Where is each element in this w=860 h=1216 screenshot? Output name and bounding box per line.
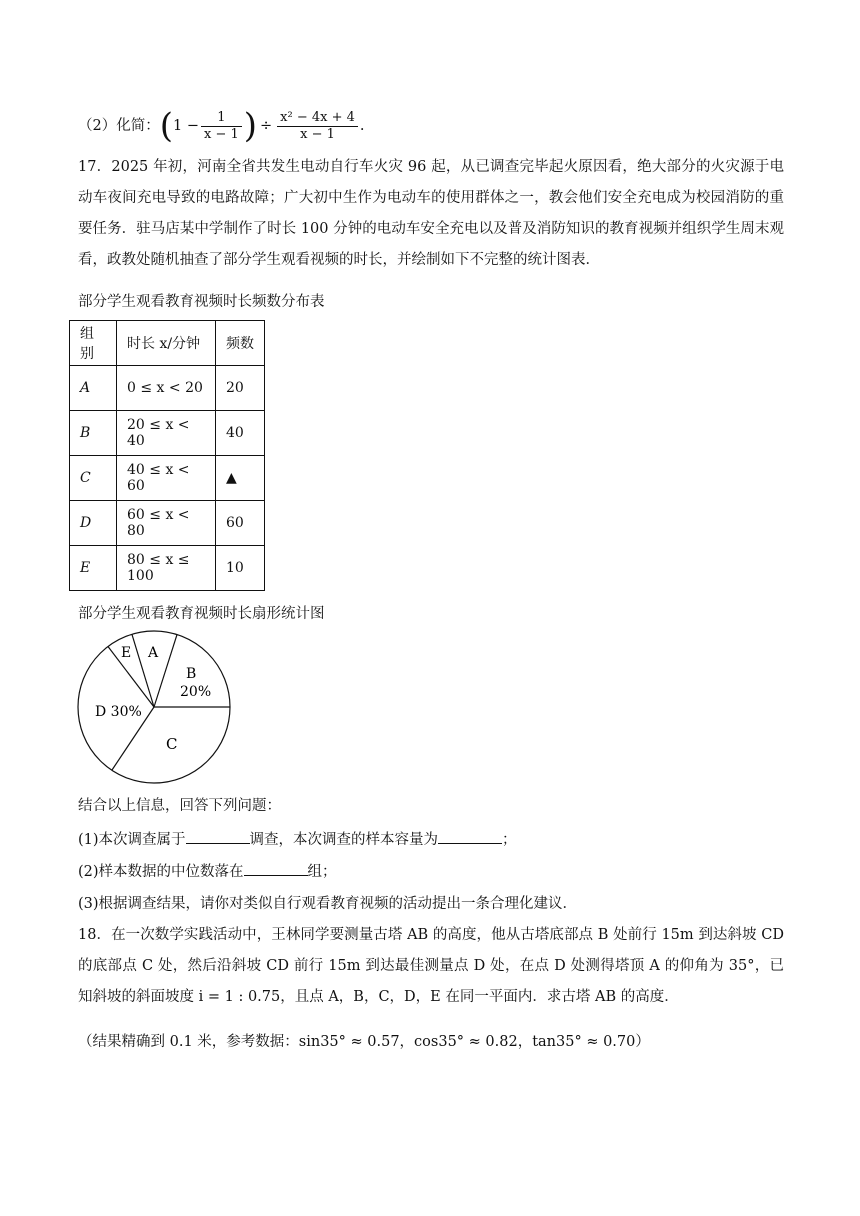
cell-range: 60 ≤ x < 80 [117, 501, 216, 546]
table-row [70, 456, 265, 501]
q17-sub1: (1)本次调查属于 调查，本次调查的样本容量为 ； [78, 828, 517, 849]
q16-fraction-1: $\frac{1}{x - 1}$ [201, 110, 242, 143]
cell-freq: 40 [216, 411, 265, 456]
pie-label-e: E [121, 645, 132, 661]
pie-title: 部分学生观看教育视频时长扇形统计图 [78, 606, 325, 622]
cell-group: A [70, 366, 117, 411]
cell-range: 20 ≤ x < 40 [117, 411, 216, 456]
cell-range: 40 ≤ x < 60 [117, 456, 216, 501]
q17-sub3: (3)根据调查结果，请你对类似自行观看教育视频的活动提出一条合理化建议． [78, 896, 578, 912]
q16-fraction-2: $\frac{\text{x² − 4x + 4}}{x - 1}$ [277, 110, 358, 143]
table-header-row [70, 321, 265, 366]
q17-intro: 17．2025 年初，河南全省共发生电动自行车火灾 96 起，从已调查完毕起火原因看，绝大部分的火灾源于电动车夜间充电导致的电路故障；广大初中生作为电动车的使用群体之一，教会他们安全充电成为校园消防的重要任务．驻马店某中学制作了时长 100 分钟的电动车安全充电以及普及消防知识的教育视频并组织学生周末观看，政教处随机抽查了部分学生观看视频的时长，并绘制如下不完整的统计图表． [78, 159, 784, 268]
frequency-table [69, 320, 265, 591]
cell-freq: 10 [216, 546, 265, 591]
answer-blank [244, 861, 308, 876]
q16-part2: （2）化简：(1 − $\frac{1}{x - 1}$ ) ÷ $\frac{\text{x² − 4x + 4}}{x - 1}$ . [78, 106, 365, 146]
q16-label: （2）化简： [78, 118, 160, 134]
table-row [70, 546, 265, 591]
cell-group: C [70, 456, 117, 501]
pie-label-a: A [148, 645, 159, 661]
q17-sub2: (2)样本数据的中位数落在 组； [78, 860, 337, 881]
q17-lead: 结合以上信息，回答下列问题： [78, 798, 281, 814]
cell-range: 80 ≤ x ≤ 100 [117, 546, 216, 591]
header-group: 组别 [70, 321, 117, 366]
answer-blank [186, 829, 250, 844]
cell-group: D [70, 501, 117, 546]
table-row [70, 366, 265, 411]
q16-div-sign: ÷ [260, 118, 273, 134]
header-frequency: 频数 [216, 321, 265, 366]
q18-text: 18．在一次数学实践活动中，王林同学要测量古塔 AB 的高度，他从古塔底部点 B 处前行 15m 到达斜坡 CD 的底部点 C 处，然后沿斜坡 CD 前行 15m 到达最佳测量点 D 处，在点 D 处测得塔顶 A 的仰角为 35°，已知斜坡的斜面坡度 i = 1 : 0.75，且点 A，B，C，D，E 在同一平面内．求古塔 AB 的高度． [78, 927, 784, 1005]
pie-chart [70, 625, 240, 785]
table-title: 部分学生观看教育视频时长频数分布表 [78, 294, 325, 310]
pie-label-b-pct: 20% [180, 684, 212, 700]
cell-freq: 20 [216, 366, 265, 411]
pie-label-c: C [166, 735, 178, 753]
header-duration: 时长 x/分钟 [117, 321, 216, 366]
table-row [70, 411, 265, 456]
table-row [70, 501, 265, 546]
cell-group: B [70, 411, 117, 456]
q16-expr-open: 1 − [173, 118, 199, 134]
cell-range: 0 ≤ x < 20 [117, 366, 216, 411]
pie-label-d: D 30% [95, 704, 142, 720]
cell-group: E [70, 546, 117, 591]
cell-freq: 60 [216, 501, 265, 546]
answer-blank [438, 829, 502, 844]
cell-freq: ▲ [216, 456, 265, 501]
q18-note: （结果精确到 0.1 米，参考数据：sin35° ≈ 0.57，cos35° ≈ 0.82，tan35° ≈ 0.70） [78, 1034, 650, 1050]
pie-label-b: B [186, 666, 197, 682]
